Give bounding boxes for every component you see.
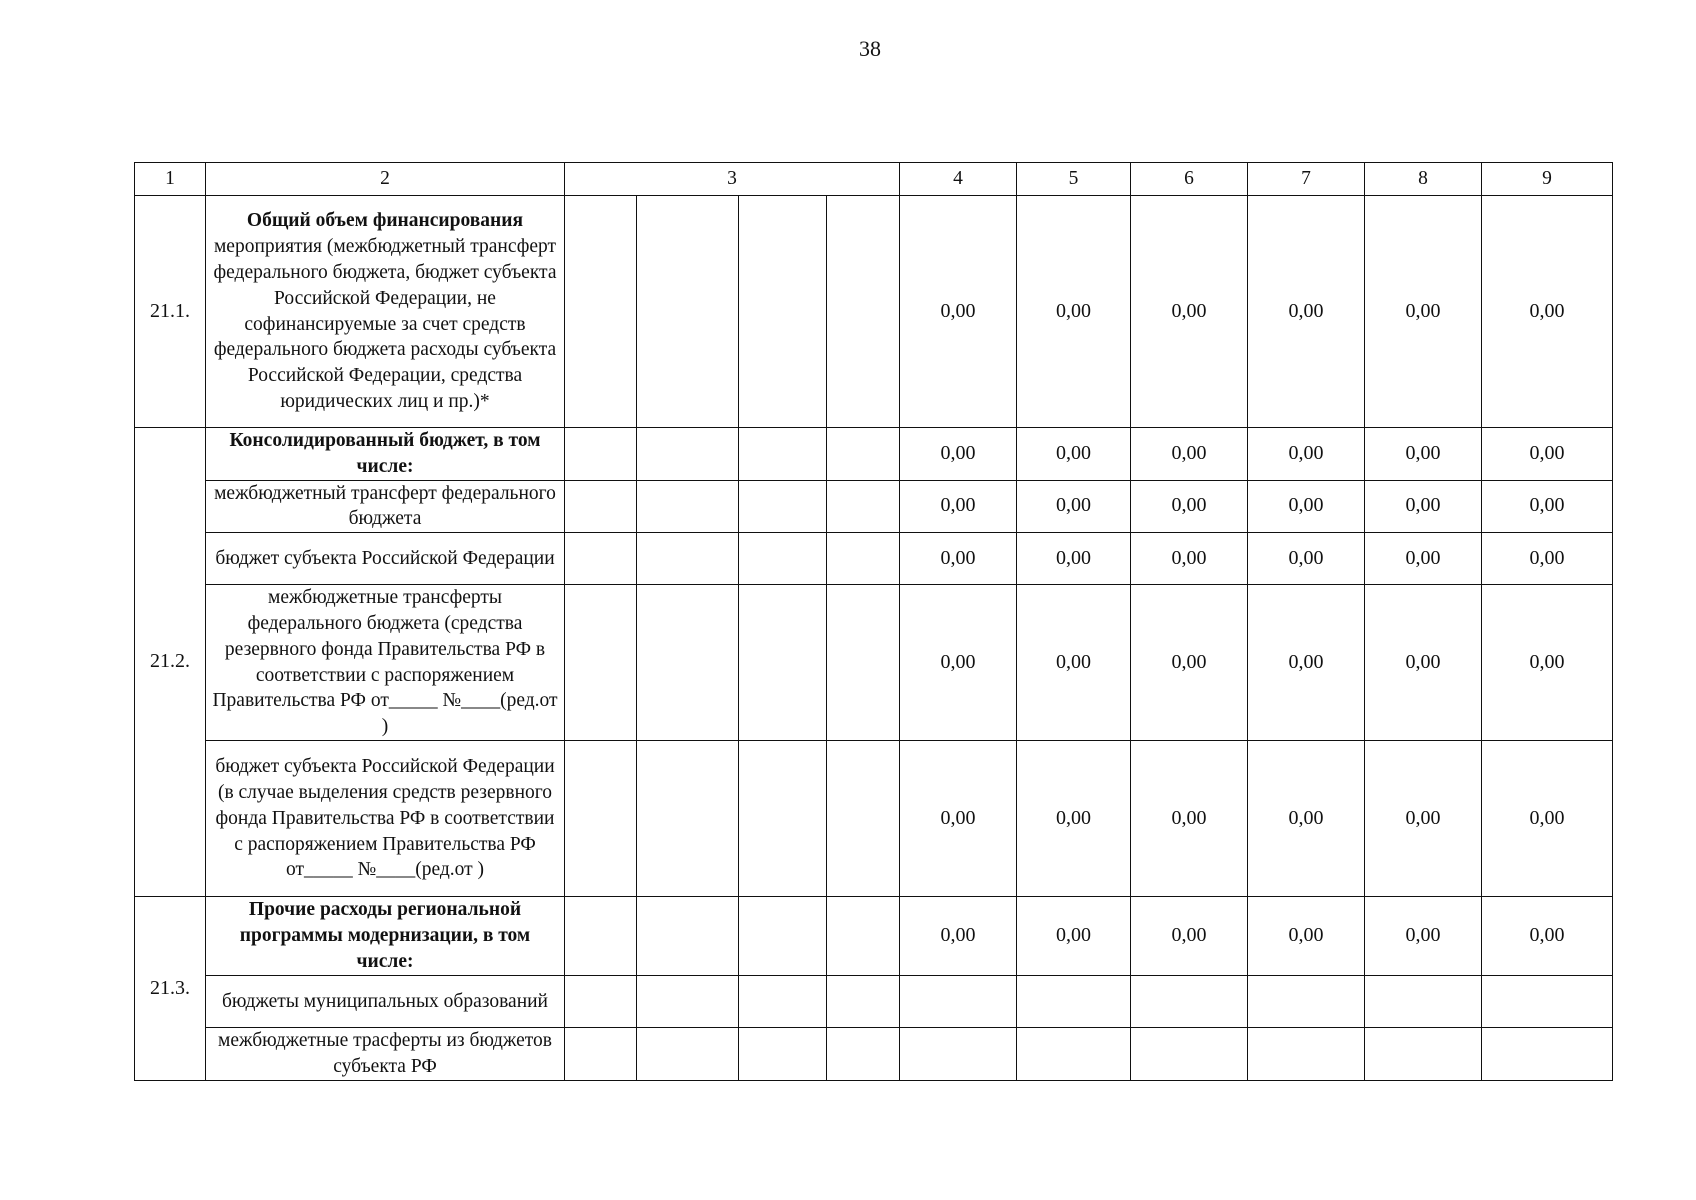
sub-cell bbox=[637, 533, 739, 585]
sub-cell bbox=[739, 585, 827, 741]
value-cell bbox=[1482, 976, 1613, 1028]
value-cell: 0,00 bbox=[1365, 428, 1482, 481]
sub-cell bbox=[565, 196, 637, 428]
value-cell bbox=[1131, 1028, 1248, 1081]
value-cell: 0,00 bbox=[1017, 897, 1131, 976]
table-row bbox=[135, 897, 1613, 976]
value-cell: 0,00 bbox=[1248, 428, 1365, 481]
value-cell bbox=[1248, 976, 1365, 1028]
sub-cell bbox=[827, 533, 900, 585]
sub-cell bbox=[637, 976, 739, 1028]
table-row bbox=[135, 976, 1613, 1028]
sub-cell bbox=[827, 428, 900, 481]
sub-cell bbox=[565, 533, 637, 585]
column-header-8: 8 bbox=[1365, 163, 1482, 196]
sub-cell bbox=[827, 196, 900, 428]
row-description-text: мероприятия (межбюджетный трансферт федерального бюджета, бюджет субъекта Российской Федерации, не софинансируемые за счет средств федерального бюджета расходы субъекта Российской Федерации, средства юридических лиц и пр.)* bbox=[213, 236, 557, 412]
value-cell: 0,00 bbox=[1482, 196, 1613, 428]
value-cell: 0,00 bbox=[900, 533, 1017, 585]
row-description: межбюджетные трасферты из бюджетов субъекта РФ bbox=[206, 1028, 565, 1081]
value-cell: 0,00 bbox=[1482, 585, 1613, 741]
table-row bbox=[135, 480, 1613, 533]
value-cell bbox=[1017, 1028, 1131, 1081]
value-cell bbox=[1482, 1028, 1613, 1081]
sub-cell bbox=[827, 1028, 900, 1081]
page-number: 38 bbox=[859, 36, 881, 61]
column-header-1: 1 bbox=[135, 163, 206, 196]
row-code: 21.3. bbox=[135, 897, 206, 1081]
sub-cell bbox=[565, 976, 637, 1028]
row-description: бюджеты муниципальных образований bbox=[206, 976, 565, 1028]
value-cell: 0,00 bbox=[1017, 196, 1131, 428]
value-cell bbox=[900, 1028, 1017, 1081]
sub-cell bbox=[565, 741, 637, 897]
value-cell: 0,00 bbox=[1017, 741, 1131, 897]
table-row bbox=[135, 1028, 1613, 1081]
sub-cell bbox=[739, 897, 827, 976]
value-cell: 0,00 bbox=[1131, 533, 1248, 585]
table-row bbox=[135, 741, 1613, 897]
table-row bbox=[135, 533, 1613, 585]
value-cell: 0,00 bbox=[900, 480, 1017, 533]
value-cell: 0,00 bbox=[1365, 897, 1482, 976]
table-row bbox=[135, 428, 1613, 481]
value-cell bbox=[1131, 976, 1248, 1028]
value-cell bbox=[1365, 976, 1482, 1028]
financing-table bbox=[134, 162, 1613, 1081]
value-cell: 0,00 bbox=[1365, 196, 1482, 428]
column-header-3: 3 bbox=[565, 163, 900, 196]
table-row bbox=[135, 196, 1613, 428]
sub-cell bbox=[637, 196, 739, 428]
row-label: Общий объем финансирования bbox=[246, 210, 524, 232]
sub-cell bbox=[637, 741, 739, 897]
column-header-7: 7 bbox=[1248, 163, 1365, 196]
column-header-6: 6 bbox=[1131, 163, 1248, 196]
value-cell: 0,00 bbox=[1248, 741, 1365, 897]
value-cell: 0,00 bbox=[1131, 897, 1248, 976]
value-cell bbox=[900, 976, 1017, 1028]
value-cell: 0,00 bbox=[1131, 480, 1248, 533]
row-description: бюджет субъекта Российской Федерации (в случае выделения средств резервного фонда Правительства РФ в соответствии с распоряжением Правительства РФ от_____ №____(ред.от ) bbox=[206, 741, 565, 897]
sub-cell bbox=[827, 480, 900, 533]
sub-cell bbox=[565, 585, 637, 741]
value-cell: 0,00 bbox=[1365, 533, 1482, 585]
column-header-9: 9 bbox=[1482, 163, 1613, 196]
sub-cell bbox=[565, 480, 637, 533]
sub-cell bbox=[739, 480, 827, 533]
value-cell: 0,00 bbox=[1482, 480, 1613, 533]
value-cell: 0,00 bbox=[1248, 897, 1365, 976]
value-cell: 0,00 bbox=[900, 897, 1017, 976]
value-cell: 0,00 bbox=[900, 428, 1017, 481]
row-code: 21.2. bbox=[135, 428, 206, 897]
sub-cell bbox=[739, 976, 827, 1028]
sub-cell bbox=[637, 480, 739, 533]
sub-cell bbox=[827, 585, 900, 741]
value-cell bbox=[1248, 1028, 1365, 1081]
sub-cell bbox=[827, 976, 900, 1028]
sub-cell bbox=[637, 897, 739, 976]
row-description: межбюджетные трансферты федерального бюджета (средства резервного фонда Правительства РФ в соответствии с распоряжением Правительства РФ от_____ №____(ред.от ) bbox=[206, 585, 565, 741]
value-cell: 0,00 bbox=[1248, 196, 1365, 428]
value-cell: 0,00 bbox=[1248, 480, 1365, 533]
sub-cell bbox=[739, 428, 827, 481]
value-cell: 0,00 bbox=[1365, 480, 1482, 533]
row-description: межбюджетный трансферт федерального бюджета bbox=[206, 480, 565, 533]
sub-cell bbox=[565, 428, 637, 481]
value-cell: 0,00 bbox=[1482, 428, 1613, 481]
row-description bbox=[206, 196, 565, 428]
sub-cell bbox=[739, 533, 827, 585]
header-row bbox=[135, 163, 1613, 196]
value-cell bbox=[1365, 1028, 1482, 1081]
value-cell: 0,00 bbox=[900, 741, 1017, 897]
sub-cell bbox=[565, 897, 637, 976]
sub-cell bbox=[739, 741, 827, 897]
column-header-4: 4 bbox=[900, 163, 1017, 196]
row-description: Прочие расходы региональной программы модернизации, в том числе: bbox=[206, 897, 565, 976]
sub-cell bbox=[739, 196, 827, 428]
value-cell: 0,00 bbox=[1365, 741, 1482, 897]
value-cell: 0,00 bbox=[1482, 897, 1613, 976]
sub-cell bbox=[637, 1028, 739, 1081]
value-cell: 0,00 bbox=[1482, 741, 1613, 897]
row-code: 21.1. bbox=[135, 196, 206, 428]
row-description: бюджет субъекта Российской Федерации bbox=[206, 533, 565, 585]
value-cell: 0,00 bbox=[1482, 533, 1613, 585]
value-cell: 0,00 bbox=[1017, 480, 1131, 533]
value-cell: 0,00 bbox=[900, 585, 1017, 741]
value-cell: 0,00 bbox=[1131, 196, 1248, 428]
value-cell: 0,00 bbox=[1248, 533, 1365, 585]
sub-cell bbox=[637, 585, 739, 741]
table-row bbox=[135, 585, 1613, 741]
value-cell: 0,00 bbox=[1131, 741, 1248, 897]
value-cell: 0,00 bbox=[1017, 585, 1131, 741]
value-cell: 0,00 bbox=[1131, 585, 1248, 741]
sub-cell bbox=[827, 741, 900, 897]
sub-cell bbox=[565, 1028, 637, 1081]
value-cell: 0,00 bbox=[1131, 428, 1248, 481]
sub-cell bbox=[827, 897, 900, 976]
sub-cell bbox=[739, 1028, 827, 1081]
value-cell: 0,00 bbox=[900, 196, 1017, 428]
column-header-2: 2 bbox=[206, 163, 565, 196]
value-cell: 0,00 bbox=[1365, 585, 1482, 741]
sub-cell bbox=[637, 428, 739, 481]
value-cell: 0,00 bbox=[1017, 533, 1131, 585]
column-header-5: 5 bbox=[1017, 163, 1131, 196]
value-cell: 0,00 bbox=[1017, 428, 1131, 481]
row-description: Консолидированный бюджет, в том числе: bbox=[206, 428, 565, 481]
value-cell: 0,00 bbox=[1248, 585, 1365, 741]
value-cell bbox=[1017, 976, 1131, 1028]
